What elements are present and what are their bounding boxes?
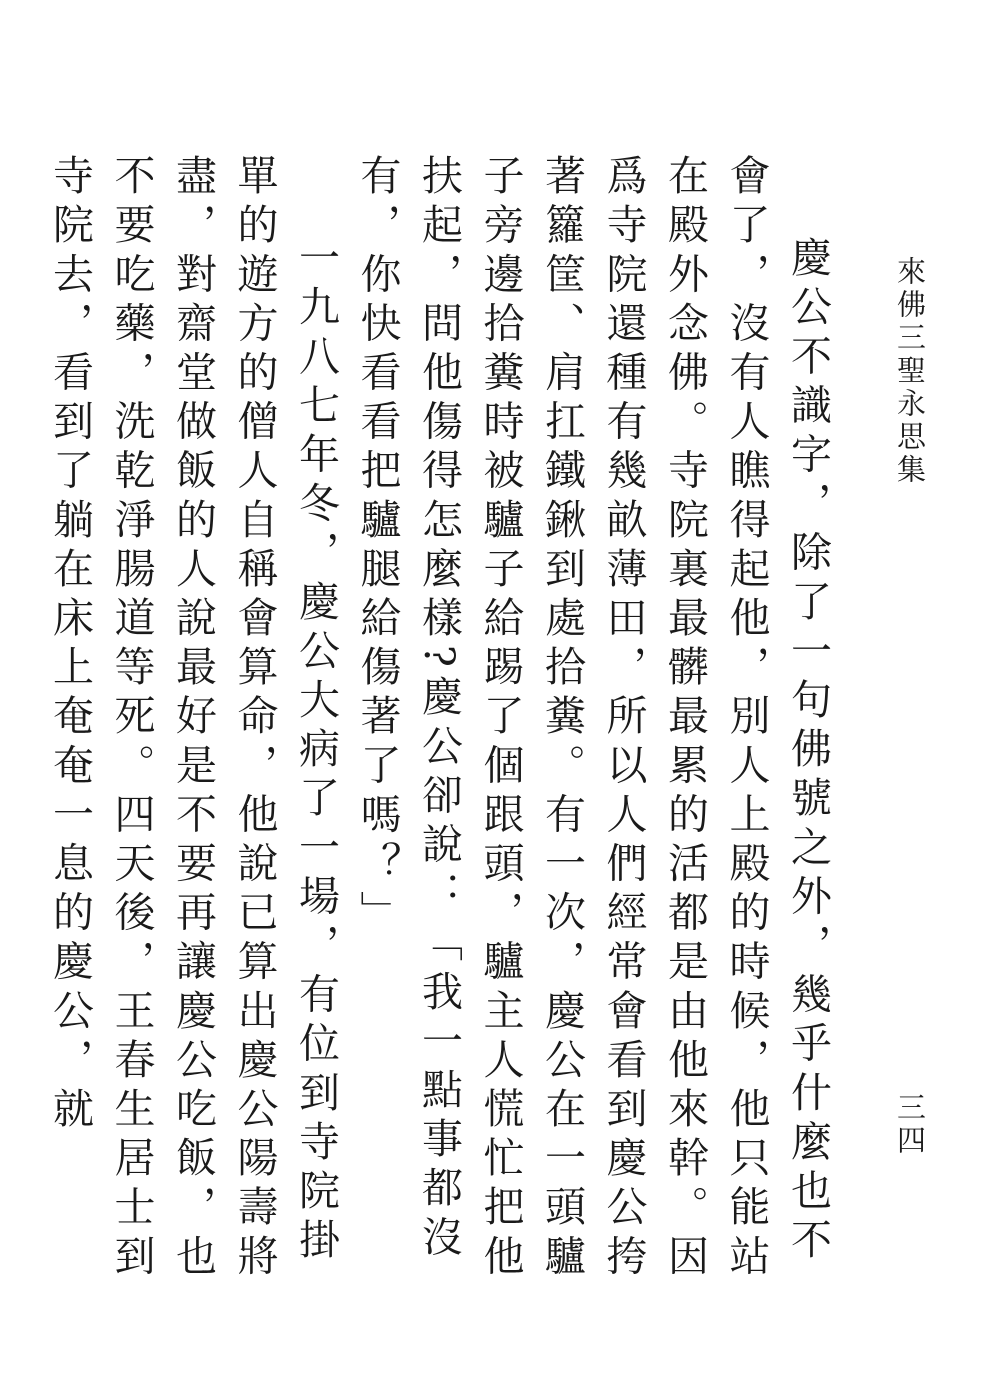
running-header-title: 來佛三聖永思集 [893,256,927,487]
page-number: 三四 [893,1092,927,1158]
paragraph-2: 一九八七年冬，慶公大病了一場，有位到寺院掛單的遊方的僧人自稱會算命，他說已算出慶公陽壽將盡，對齋堂做飯的人說最好是不要再讓慶公吃飯，也不要吃藥，洗乾淨腸道等死。四天後，王春生居士到寺院去，看到了躺在床上奄奄一息的慶公，就 [46,154,340,1284]
paragraph-1: 慶公不識字，除了一句佛號之外，幾乎什麼也不會了，沒有人瞧得起他，別人上殿的時候，他只能站在殿外念佛。寺院裏最髒最累的活都是由他來幹。因爲寺院還種有幾畝薄田，所以人們經常會看到慶公挎著籮筐、肩扛鐵鍬到處拾糞。有一次，慶公在一頭驢子旁邊拾糞時被驢子給踢了個跟頭，驢主人慌忙把他扶起，問他傷得怎麼樣?慶公卻說：「我一點事都沒有，你快看看把驢腿給傷著了嗎？」 [353,154,832,1284]
body-text [46,154,838,1294]
